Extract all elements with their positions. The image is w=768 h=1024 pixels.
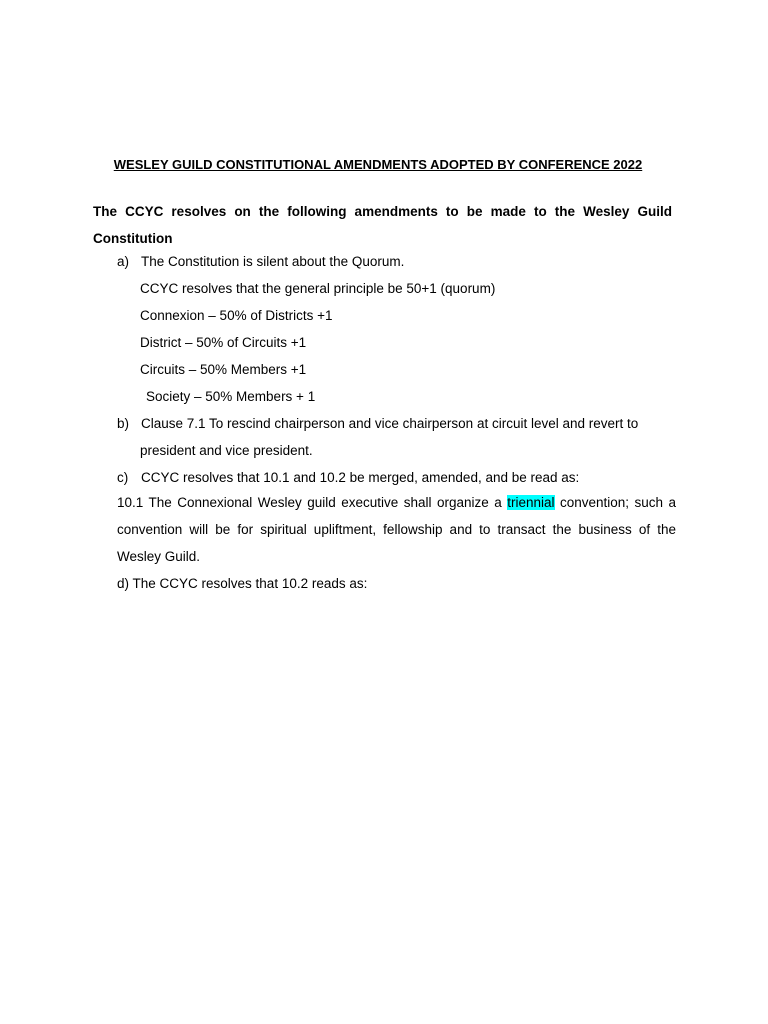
- item-c-marker: c): [117, 470, 129, 485]
- clause-10-1-paragraph: [117, 489, 676, 570]
- quorum-district-line: District – 50% of Circuits +1: [140, 335, 307, 350]
- quorum-circuits-line: Circuits – 50% Members +1: [140, 362, 307, 377]
- item-d: d) The CCYC resolves that 10.2 reads as:: [117, 576, 368, 591]
- intro-paragraph: The CCYC resolves on the following amendments to be made to the Wesley Guild Constitution: [93, 204, 672, 246]
- quorum-principle-line: CCYC resolves that the general principle be 50+1 (quorum): [140, 281, 496, 296]
- document-title: WESLEY GUILD CONSTITUTIONAL AMENDMENTS ADOPTED BY CONFERENCE 2022: [113, 157, 643, 172]
- item-c: [117, 464, 579, 491]
- triennial-highlight: triennial: [507, 495, 555, 510]
- item-b: [117, 410, 638, 437]
- clause-10-1-before: 10.1 The Connexional Wesley guild executive shall organize a: [117, 495, 508, 510]
- item-b-marker: b): [117, 416, 130, 431]
- item-a-text: The Constitution is silent about the Quorum.: [141, 254, 405, 269]
- item-b-text-line2: president and vice president.: [140, 443, 313, 458]
- item-a: [117, 248, 404, 275]
- item-c-text: CCYC resolves that 10.1 and 10.2 be merged, amended, and be read as:: [141, 470, 580, 485]
- clause-10-1-after: convention; such a convention will be for spiritual upliftment, fellowship and to transact the business of the Wesley Guild.: [117, 495, 677, 564]
- quorum-society-line: Society – 50% Members + 1: [146, 389, 316, 404]
- quorum-connexion-line: Connexion – 50% of Districts +1: [140, 308, 333, 323]
- item-b-text-line1: Clause 7.1 To rescind chairperson and vice chairperson at circuit level and revert to: [141, 416, 639, 431]
- item-a-marker: a): [117, 254, 130, 269]
